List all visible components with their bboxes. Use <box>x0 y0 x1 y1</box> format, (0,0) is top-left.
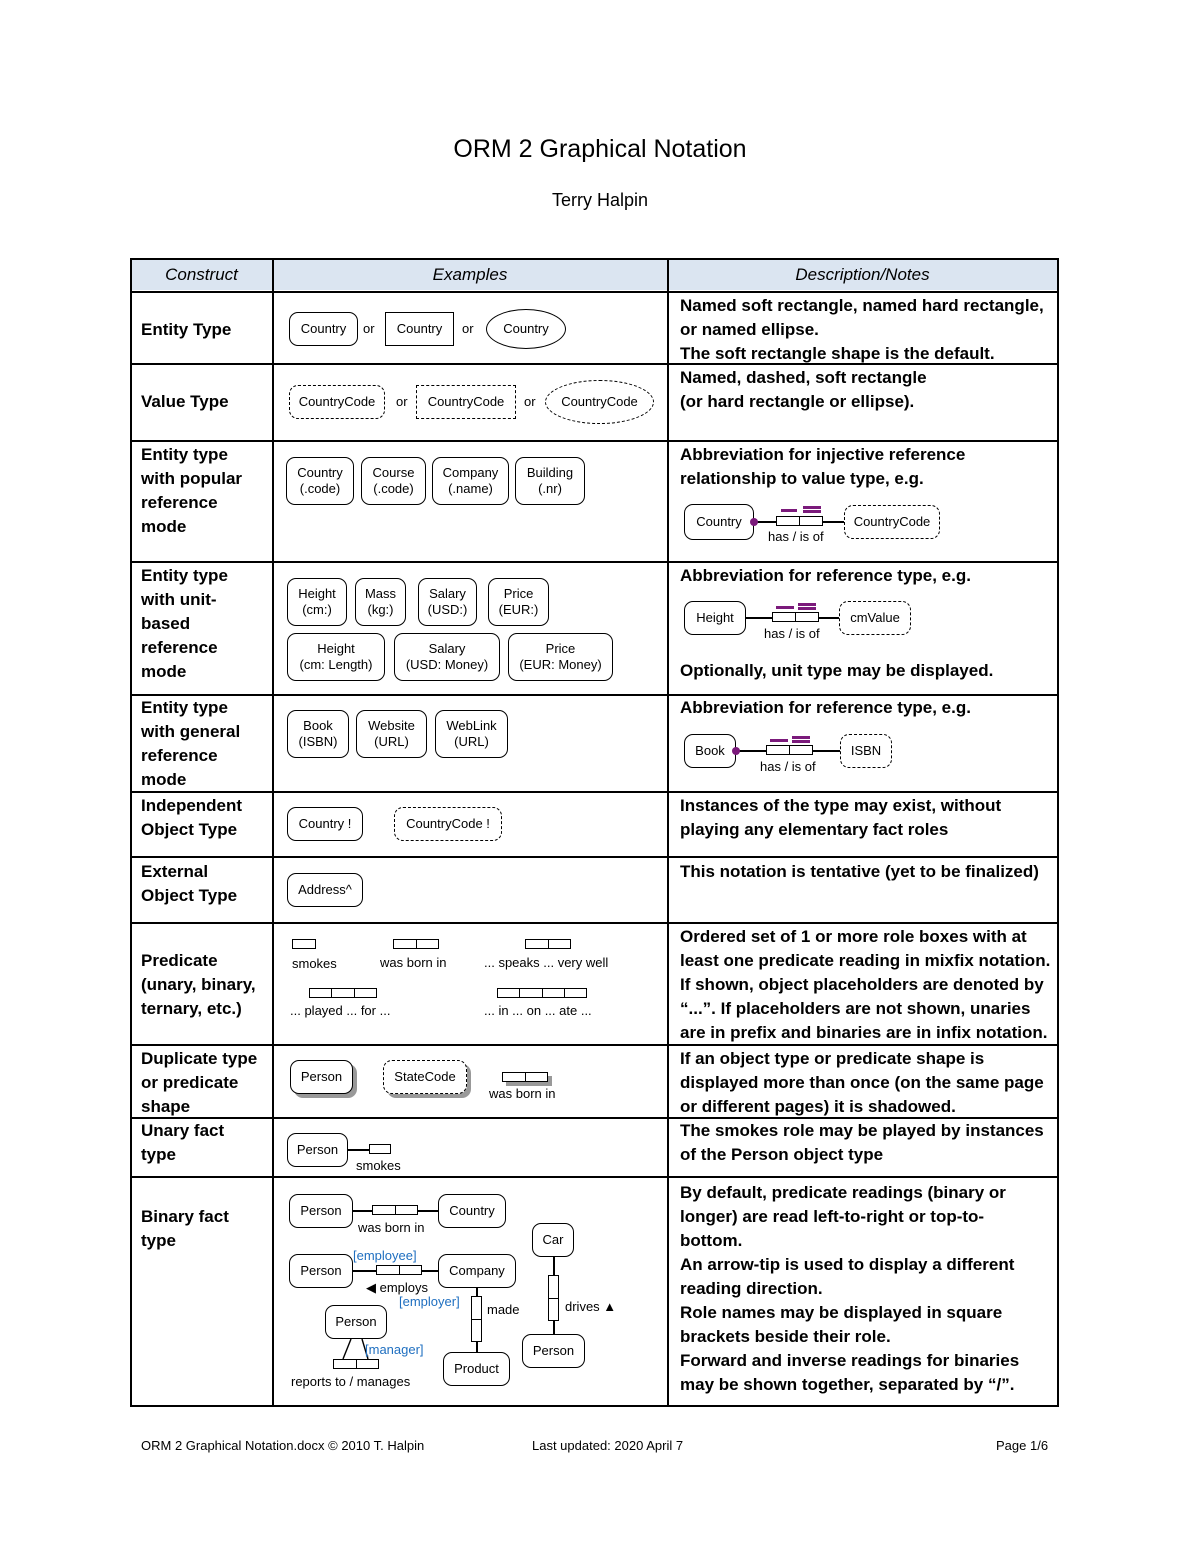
construct-entity-type: Entity Type <box>141 320 232 339</box>
country-code-ref: Country (.code) <box>286 457 354 505</box>
header-examples: Examples <box>432 265 508 284</box>
uniqueness-bar <box>803 506 821 509</box>
description-unit-ref: Abbreviation for reference type, e.g. <box>680 566 971 585</box>
value-hard-rect: CountryCode <box>416 385 516 419</box>
page-title: ORM 2 Graphical Notation <box>453 135 747 163</box>
mandatory-dot <box>750 518 758 526</box>
predicate-reading: ◀ employs <box>366 1280 429 1295</box>
description-popular-ref: Abbreviation for injective reference relationship to value type, e.g. <box>680 445 966 488</box>
description-general-ref: Abbreviation for reference type, e.g. <box>680 698 971 717</box>
uniqueness-bar <box>803 510 821 513</box>
role-name-employee: [employee] <box>353 1248 417 1263</box>
quaternary-predicate <box>497 988 587 998</box>
description-binary: By default, predicate readings (binary or longer) are read left-to-right or top-to- bottom. An arrow-tip is used to display a different reading direction. Role names may be displayed in square brackets beside their role. Forward and inverse readings for binaries may be shown together, separated by “/”. <box>680 1183 1020 1394</box>
entity-ellipse: Country <box>486 309 566 349</box>
unary-person: Person <box>287 1133 348 1167</box>
shadowed-person: Person <box>290 1060 353 1094</box>
description-independent: Instances of the type may exist, without playing any elementary fact roles <box>680 796 1002 839</box>
expanded-country: Country <box>684 504 754 540</box>
price-unit-ref: Price (EUR:) <box>488 578 549 626</box>
company-name-ref: Company (.name) <box>432 457 509 505</box>
role-name-employer: [employer] <box>399 1294 460 1309</box>
construct-external: External Object Type <box>141 862 238 905</box>
course-code-ref: Course (.code) <box>361 457 426 505</box>
description-predicate: Ordered set of 1 or more role boxes with at least one predicate reading in mixfix notation. If shown, object placeholders are denoted by “...”. If placeholders are not shown, unaries are in prefix and binaries are in infix notation. <box>680 927 1051 1042</box>
was-born-in-role-box <box>372 1205 418 1215</box>
binary-role-box <box>776 516 823 526</box>
reading-label: has / is of <box>768 529 824 544</box>
weblink-url-ref: WebLink (URL) <box>435 710 508 758</box>
construct-unary: Unary fact type <box>141 1121 225 1164</box>
employs-company: Company <box>438 1254 516 1288</box>
unary-role-box <box>369 1144 391 1154</box>
manager-person: Person <box>325 1305 387 1339</box>
expanded-height: Height <box>684 601 746 635</box>
price-typed-ref: Price (EUR: Money) <box>508 633 613 681</box>
description-unary: The smokes role may be played by instances of the Person object type <box>680 1121 1044 1164</box>
entity-hard-rect: Country <box>385 312 454 346</box>
or-label: or <box>462 321 474 336</box>
description-unit-ref-extra: Optionally, unit type may be displayed. <box>680 661 994 680</box>
construct-value-type: Value Type <box>141 392 229 411</box>
uniqueness-bar <box>798 607 816 610</box>
mandatory-dot <box>732 747 740 755</box>
uniqueness-bar <box>781 509 797 512</box>
drives-role-box <box>548 1275 559 1321</box>
unary-predicate <box>292 939 316 949</box>
height-unit-ref: Height (cm:) <box>287 578 347 626</box>
height-typed-ref: Height (cm: Length) <box>287 633 385 681</box>
mass-unit-ref: Mass (kg:) <box>355 578 406 626</box>
predicate-reading: ... speaks ... very well <box>484 955 609 970</box>
construct-predicate: Predicate (unary, binary, ternary, etc.) <box>141 951 256 1018</box>
predicate-reading: smokes <box>292 956 337 971</box>
uniqueness-bar <box>792 736 810 739</box>
description-duplicate: If an object type or predicate shape is displayed more than once (on the same page or different pages) it is shadowed. <box>680 1049 1044 1116</box>
made-role-box <box>471 1296 482 1342</box>
construct-duplicate: Duplicate type or predicate shape <box>141 1049 258 1116</box>
description-external: This notation is tentative (yet to be finalized) <box>680 862 1039 881</box>
expanded-countrycode: CountryCode <box>844 505 940 539</box>
binary-person: Person <box>289 1194 353 1228</box>
construct-binary: Binary fact type <box>141 1207 229 1250</box>
salary-unit-ref: Salary (USD:) <box>418 578 477 626</box>
predicate-reading: ... played ... for ... <box>290 1003 391 1018</box>
shadowed-predicate <box>502 1072 548 1082</box>
construct-independent: Independent Object Type <box>141 796 243 839</box>
construct-popular-ref: Entity type with popular reference mode <box>141 445 243 536</box>
entity-soft-rect: Country <box>289 312 358 346</box>
drives-person: Person <box>522 1334 585 1368</box>
independent-country: Country ! <box>287 807 363 841</box>
or-label: or <box>363 321 375 336</box>
uniqueness-bar <box>792 740 810 743</box>
shadowed-statecode: StateCode <box>383 1060 467 1094</box>
header-description: Description/Notes <box>795 265 930 284</box>
predicate-reading: smokes <box>356 1158 401 1173</box>
predicate-reading: was born in <box>358 1220 425 1235</box>
building-nr-ref: Building (.nr) <box>515 457 585 505</box>
binary-country: Country <box>438 1194 506 1228</box>
predicate-reading: reports to / manages <box>291 1374 411 1389</box>
binary-role-box <box>772 612 819 622</box>
footer-left: ORM 2 Graphical Notation.docx © 2010 T. Halpin <box>141 1438 425 1453</box>
expanded-book: Book <box>684 734 736 768</box>
construct-general-ref: Entity type with general reference mode <box>141 698 241 789</box>
footer-middle: Last updated: 2020 April 7 <box>532 1438 684 1453</box>
author: Terry Halpin <box>551 190 649 210</box>
car: Car <box>532 1223 574 1257</box>
product: Product <box>443 1352 510 1386</box>
independent-countrycode: CountryCode ! <box>394 807 502 841</box>
construct-unit-ref: Entity type with unit- based reference mode <box>141 566 228 681</box>
uniqueness-bar <box>770 739 788 742</box>
reading-label: has / is of <box>760 759 816 774</box>
uniqueness-bar <box>798 603 816 606</box>
uniqueness-bar <box>776 606 794 609</box>
reading-label: has / is of <box>764 626 820 641</box>
or-label: or <box>396 394 408 409</box>
header-construct: Construct <box>165 265 238 284</box>
external-address: Address^ <box>287 873 363 907</box>
website-url-ref: Website (URL) <box>356 710 427 758</box>
ternary-predicate <box>309 988 377 998</box>
book-isbn-ref: Book (ISBN) <box>287 710 349 758</box>
predicate-reading: made <box>487 1302 520 1317</box>
reports-to-role-box <box>333 1359 379 1369</box>
predicate-reading: was born in <box>380 955 447 970</box>
or-label: or <box>524 394 536 409</box>
employs-person: Person <box>289 1254 353 1288</box>
binary-predicate <box>525 939 571 949</box>
description-value-type: Named, dashed, soft rectangle (or hard rectangle or ellipse). <box>680 368 927 411</box>
value-ellipse: CountryCode <box>545 380 654 424</box>
footer-page-number: Page 1/6 <box>996 1438 1049 1453</box>
description-entity-type: Named soft rectangle, named hard rectangle, or named ellipse. The soft rectangle shape is the default. <box>680 296 1044 363</box>
binary-role-box <box>766 745 813 755</box>
predicate-reading: drives ▲ <box>565 1299 617 1314</box>
expanded-isbn: ISBN <box>840 734 892 768</box>
binary-predicate <box>393 939 439 949</box>
expanded-cmvalue: cmValue <box>839 601 911 635</box>
predicate-reading: was born in <box>489 1086 556 1101</box>
employs-role-box <box>376 1265 422 1275</box>
role-name-manager: [manager] <box>365 1342 424 1357</box>
predicate-reading: ... in ... on ... ate ... <box>484 1003 592 1018</box>
value-soft-rect: CountryCode <box>289 385 385 419</box>
salary-typed-ref: Salary (USD: Money) <box>394 633 500 681</box>
